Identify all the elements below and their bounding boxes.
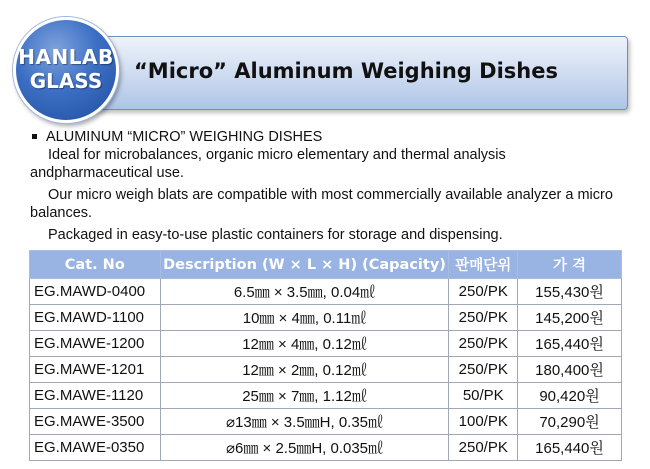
table-row — [30, 409, 622, 435]
cat-no-cell: EG.MAWD-0400 — [30, 279, 161, 305]
description-cell: 25㎜ × 7㎜, 1.12㎖ — [160, 383, 449, 409]
section-heading-text: ALUMINUM “MICRO” WEIGHING DISHES — [46, 129, 323, 145]
price-cell: 70,290원 — [518, 409, 622, 435]
price-cell: 165,440원 — [518, 331, 622, 357]
unit-cell: 50/PK — [449, 383, 518, 409]
header-price: 가 격 — [518, 251, 622, 279]
square-bullet-icon — [32, 134, 37, 139]
unit-cell: 250/PK — [449, 435, 518, 461]
table-header-row — [30, 251, 622, 279]
cat-no-cell: EG.MAWE-1120 — [30, 383, 161, 409]
header-cat-no: Cat. No — [30, 251, 161, 279]
page-title: “Micro” Aluminum Weighing Dishes — [134, 59, 558, 83]
cat-no-cell: EG.MAWE-1201 — [30, 357, 161, 383]
description-para1-line2: andpharmaceutical use. — [30, 165, 184, 181]
table-row — [30, 305, 622, 331]
price-cell: 90,420원 — [518, 383, 622, 409]
table-row — [30, 357, 622, 383]
logo-text-line1: HANLAB — [18, 45, 114, 69]
unit-cell: 250/PK — [449, 305, 518, 331]
product-table — [29, 250, 622, 461]
table-row — [30, 279, 622, 305]
hanlab-glass-logo — [13, 17, 119, 123]
description-cell: 10㎜ × 4㎜, 0.11㎖ — [160, 305, 449, 331]
table-row — [30, 435, 622, 461]
header-sales-unit: 판매단위 — [449, 251, 518, 279]
price-cell: 155,430원 — [518, 279, 622, 305]
unit-cell: 100/PK — [449, 409, 518, 435]
description-para2-line2: balances. — [30, 205, 93, 221]
description-cell: 6.5㎜ × 3.5㎜, 0.04㎖ — [160, 279, 449, 305]
description-cell: ⌀13㎜ × 3.5㎜H, 0.35㎖ — [160, 409, 449, 435]
description-para2-line1: Our micro weigh blats are compatible with most commercially available analyzer a micro — [48, 187, 613, 203]
cat-no-cell: EG.MAWD-1100 — [30, 305, 161, 331]
table-row — [30, 383, 622, 409]
product-description — [30, 128, 640, 244]
section-heading — [30, 128, 640, 146]
cat-no-cell: EG.MAWE-1200 — [30, 331, 161, 357]
description-cell: 12㎜ × 2㎜, 0.12㎖ — [160, 357, 449, 383]
description-para1-line1: Ideal for microbalances, organic micro elementary and thermal analysis — [48, 147, 506, 163]
unit-cell: 250/PK — [449, 331, 518, 357]
description-cell: ⌀6㎜ × 2.5㎜H, 0.035㎖ — [160, 435, 449, 461]
unit-cell: 250/PK — [449, 279, 518, 305]
logo-text-line2: GLASS — [29, 69, 103, 93]
header-description: Description (W × L × H) (Capacity) — [160, 251, 449, 279]
cat-no-cell: EG.MAWE-3500 — [30, 409, 161, 435]
price-cell: 165,440원 — [518, 435, 622, 461]
price-cell: 180,400원 — [518, 357, 622, 383]
cat-no-cell: EG.MAWE-0350 — [30, 435, 161, 461]
title-banner — [63, 36, 628, 110]
unit-cell: 250/PK — [449, 357, 518, 383]
table-row — [30, 331, 622, 357]
description-para3: Packaged in easy-to-use plastic containers for storage and dispensing. — [48, 227, 503, 243]
price-cell: 145,200원 — [518, 305, 622, 331]
description-cell: 12㎜ × 4㎜, 0.12㎖ — [160, 331, 449, 357]
